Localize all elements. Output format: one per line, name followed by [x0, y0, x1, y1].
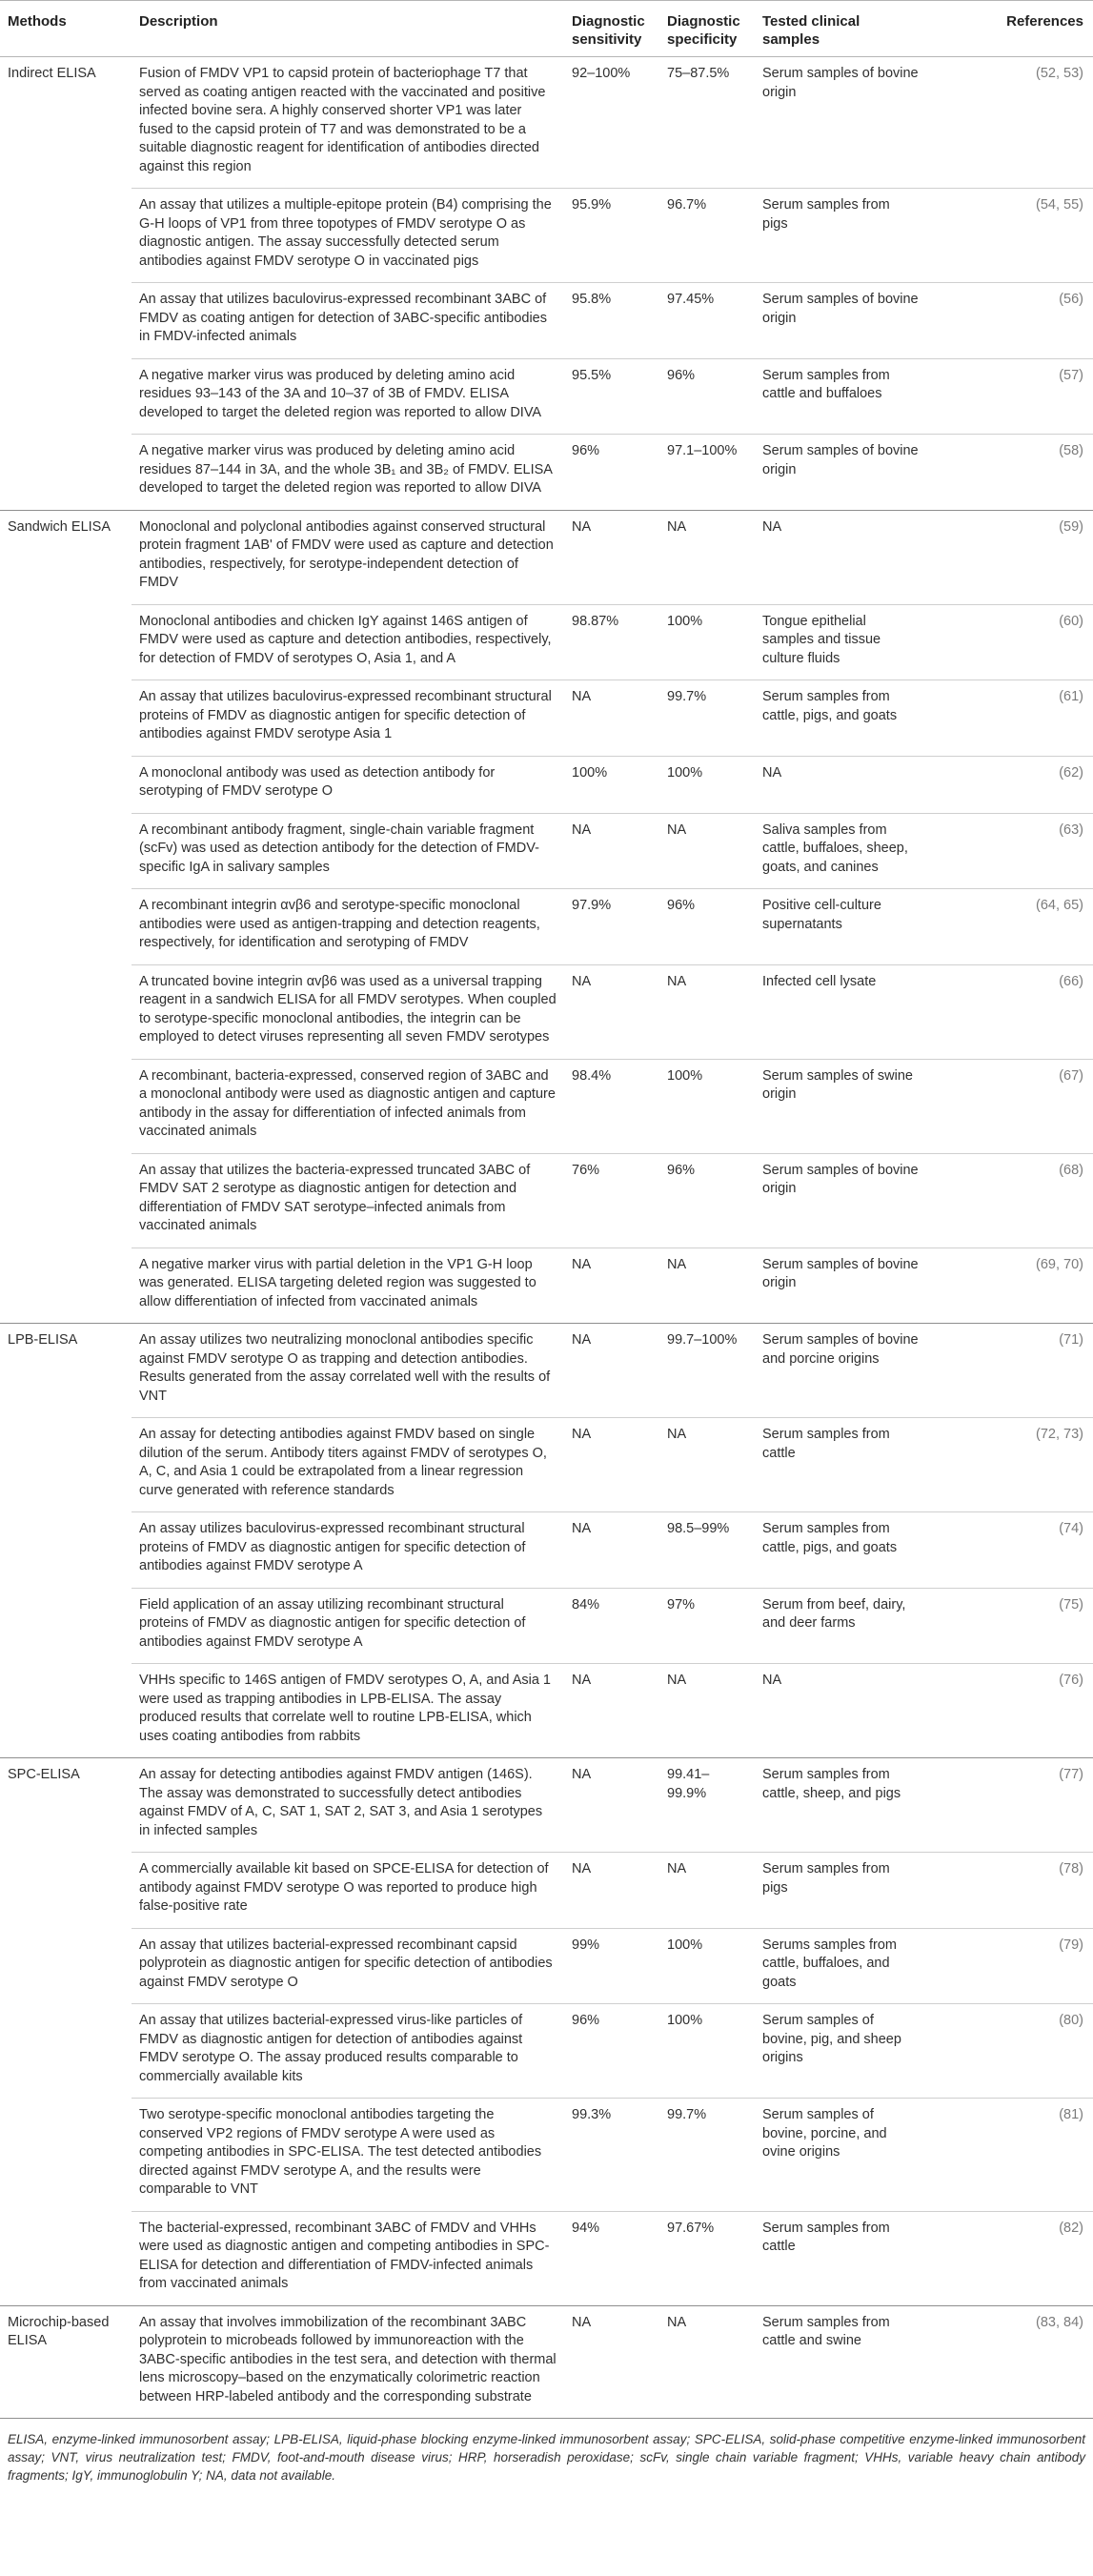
method-cell: Sandwich ELISA [0, 510, 132, 1324]
table-row [0, 1588, 1093, 1664]
description-cell: An assay that utilizes a multiple-epitope protein (B4) comprising the G-H loops of VP1 from three topotypes of FMDV serotype O as diagnostic antigen. The assay successfully detected serum antibodies against FMDV serotype O in vaccinated pigs [132, 189, 564, 283]
samples-cell: NA [755, 756, 926, 813]
samples-cell: Serum samples from cattle [755, 2211, 926, 2305]
header-description: Description [132, 1, 564, 57]
description-cell: An assay for detecting antibodies against FMDV based on single dilution of the serum. Antibody titers against FMDV of serotypes O, A, C, and Asia 1 could be extrapolated from a linear regression curve generated with reference standards [132, 1418, 564, 1512]
samples-cell: NA [755, 510, 926, 604]
samples-cell: Serum samples from pigs [755, 189, 926, 283]
references-cell: (58) [926, 435, 1093, 511]
references-cell: (81) [926, 2099, 1093, 2212]
sensitivity-cell: NA [564, 680, 659, 757]
description-cell: An assay utilizes baculovirus-expressed recombinant structural proteins of FMDV as diagnostic antigen for specific detection of antibodies against FMDV serotype A [132, 1512, 564, 1589]
description-cell: Monoclonal and polyclonal antibodies against conserved structural protein fragment 1AB' of FMDV were used as capture and detection antibodies, respectively, for serotype-independent detection of FMDV [132, 510, 564, 604]
references-cell: (80) [926, 2004, 1093, 2099]
references-cell: (74) [926, 1512, 1093, 1589]
sensitivity-cell: NA [564, 1758, 659, 1853]
references-cell: (63) [926, 813, 1093, 889]
specificity-cell: 99.7–100% [659, 1324, 755, 1418]
references-cell: (59) [926, 510, 1093, 604]
references-cell: (54, 55) [926, 189, 1093, 283]
specificity-cell: NA [659, 1853, 755, 1929]
samples-cell: Positive cell-culture supernatants [755, 889, 926, 965]
description-cell: Fusion of FMDV VP1 to capsid protein of bacteriophage T7 that served as coating antigen reacted with the vaccinated and positive infected bovine sera. A highly conserved shorter VP1 was later fused to the capsid protein of T7 and was demonstrated to be a suitable diagnostic reagent for identification of antibodies directed against this region [132, 57, 564, 189]
references-cell: (57) [926, 358, 1093, 435]
description-cell: An assay that utilizes bacterial-expressed recombinant capsid polyprotein as diagnostic antigen for specific detection of antibodies against FMDV serotype O [132, 1928, 564, 2004]
references-cell: (69, 70) [926, 1247, 1093, 1324]
references-cell: (72, 73) [926, 1418, 1093, 1512]
header-row [0, 1, 1093, 57]
sensitivity-cell: NA [564, 1512, 659, 1589]
table-row [0, 604, 1093, 680]
specificity-cell: 100% [659, 604, 755, 680]
method-cell: SPC-ELISA [0, 1758, 132, 2306]
references-cell: (56) [926, 283, 1093, 359]
table-row [0, 2211, 1093, 2305]
table-row [0, 510, 1093, 604]
table-row [0, 1153, 1093, 1247]
description-cell: A negative marker virus was produced by deleting amino acid residues 87–144 in 3A, and the whole 3B₁ and 3B₂ of FMDV. ELISA developed to target the deleted region was reported to allow DIVA [132, 435, 564, 511]
method-cell: LPB-ELISA [0, 1324, 132, 1758]
references-cell: (66) [926, 964, 1093, 1059]
references-cell: (60) [926, 604, 1093, 680]
samples-cell: Serum samples of bovine and porcine origins [755, 1324, 926, 1418]
table-row [0, 1664, 1093, 1758]
description-cell: An assay utilizes two neutralizing monoclonal antibodies specific against FMDV serotype O as trapping and detection antibodies. Results generated from the assay correlated well with the results of VNT [132, 1324, 564, 1418]
description-cell: Monoclonal antibodies and chicken IgY against 146S antigen of FMDV were used as capture and detection antibodies, respectively, for detection of FMDV of serotypes O, Asia 1, and A [132, 604, 564, 680]
samples-cell: Serums samples from cattle, buffaloes, and goats [755, 1928, 926, 2004]
specificity-cell: 97.67% [659, 2211, 755, 2305]
sensitivity-cell: 99.3% [564, 2099, 659, 2212]
specificity-cell: 99.7% [659, 680, 755, 757]
sensitivity-cell: NA [564, 1853, 659, 1929]
table-row [0, 1928, 1093, 2004]
samples-cell: Serum samples of bovine origin [755, 283, 926, 359]
specificity-cell: NA [659, 510, 755, 604]
specificity-cell: 100% [659, 2004, 755, 2099]
references-cell: (61) [926, 680, 1093, 757]
table-row [0, 1324, 1093, 1418]
sensitivity-cell: NA [564, 1664, 659, 1758]
specificity-cell: NA [659, 1247, 755, 1324]
samples-cell: Serum samples from cattle and swine [755, 2305, 926, 2419]
table-row [0, 1512, 1093, 1589]
sensitivity-cell: 95.8% [564, 283, 659, 359]
table-footnote: ELISA, enzyme-linked immunosorbent assay; LPB-ELISA, liquid-phase blocking enzyme-linked immunosorbent assay; SPC-ELISA, solid-phase competitive enzyme-linked immunosorbent assay; VNT, virus neutralization test; FMDV, foot-and-mouth disease virus; HRP, horseradish peroxidase; scFv, single chain variable fragment; VHHs, variable heavy chain antibody fragments; IgY, immunoglobulin Y; NA, data not available. [8, 2432, 1085, 2483]
sensitivity-cell: 94% [564, 2211, 659, 2305]
sensitivity-cell: NA [564, 2305, 659, 2419]
description-cell: An assay that utilizes bacterial-expressed virus-like particles of FMDV as diagnostic antigen for detection of antibodies against FMDV serotype O. The assay produced results comparable to commercially available kits [132, 2004, 564, 2099]
description-cell: An assay that utilizes the bacteria-expressed truncated 3ABC of FMDV SAT 2 serotype as diagnostic antigen for detection and differentiation of FMDV SAT serotype–infected animals from vaccinated animals [132, 1153, 564, 1247]
specificity-cell: 97.45% [659, 283, 755, 359]
header-samples: Tested clinical samples [755, 1, 926, 57]
references-cell: (82) [926, 2211, 1093, 2305]
sensitivity-cell: 98.4% [564, 1059, 659, 1153]
description-cell: A truncated bovine integrin αvβ6 was used as a universal trapping reagent in a sandwich ELISA for all FMDV serotypes. When coupled to serotype-specific monoclonal antibodies, the integrin can be employed to detect viruses representing all seven FMDV serotypes [132, 964, 564, 1059]
sensitivity-cell: NA [564, 1324, 659, 1418]
sensitivity-cell: 96% [564, 435, 659, 511]
header-sensitivity: Diagnostic sensitivity [564, 1, 659, 57]
description-cell: The bacterial-expressed, recombinant 3ABC of FMDV and VHHs were used as diagnostic antigen and competing antibodies in SPC-ELISA for detection and differentiation of FMDV-infected animals from vaccinated animals [132, 2211, 564, 2305]
sensitivity-cell: 95.5% [564, 358, 659, 435]
table-row [0, 964, 1093, 1059]
description-cell: A recombinant antibody fragment, single-chain variable fragment (scFv) was used as detection antibody for the detection of FMDV-specific IgA in salivary samples [132, 813, 564, 889]
references-cell: (75) [926, 1588, 1093, 1664]
references-cell: (68) [926, 1153, 1093, 1247]
samples-cell: Serum samples of bovine, porcine, and ovine origins [755, 2099, 926, 2212]
samples-cell: Serum samples of bovine origin [755, 57, 926, 189]
table-row [0, 889, 1093, 965]
description-cell: An assay that involves immobilization of the recombinant 3ABC polyprotein to microbeads followed by immunoreaction with the 3ABC-specific antibodies in the test sera, and detection with thermal lens microscopy–based on the enzymatically colorimetric reaction between HRP-labeled antibody and the corresponding substrate [132, 2305, 564, 2419]
sensitivity-cell: 96% [564, 2004, 659, 2099]
table-row [0, 2099, 1093, 2212]
specificity-cell: 99.41–99.9% [659, 1758, 755, 1853]
samples-cell: Serum samples from pigs [755, 1853, 926, 1929]
specificity-cell: 100% [659, 1928, 755, 2004]
sensitivity-cell: 100% [564, 756, 659, 813]
samples-cell: Serum samples of swine origin [755, 1059, 926, 1153]
references-cell: (64, 65) [926, 889, 1093, 965]
description-cell: An assay that utilizes baculovirus-expressed recombinant structural proteins of FMDV as diagnostic antigen for specific detection of antibodies against FMDV serotype Asia 1 [132, 680, 564, 757]
specificity-cell: NA [659, 2305, 755, 2419]
table-row [0, 358, 1093, 435]
specificity-cell: 96% [659, 1153, 755, 1247]
table-row [0, 2305, 1093, 2419]
specificity-cell: 100% [659, 1059, 755, 1153]
samples-cell: Serum samples from cattle, pigs, and goats [755, 680, 926, 757]
table-row [0, 1853, 1093, 1929]
sensitivity-cell: 76% [564, 1153, 659, 1247]
table-row [0, 2004, 1093, 2099]
samples-cell: NA [755, 1664, 926, 1758]
sensitivity-cell: 84% [564, 1588, 659, 1664]
description-cell: VHHs specific to 146S antigen of FMDV serotypes O, A, and Asia 1 were used as trapping antibodies in LPB-ELISA. The assay produced results that correlate well to routine LPB-ELISA, which uses coating antibodies from rabbits [132, 1664, 564, 1758]
samples-cell: Saliva samples from cattle, buffaloes, sheep, goats, and canines [755, 813, 926, 889]
description-cell: A recombinant, bacteria-expressed, conserved region of 3ABC and a monoclonal antibody were used as diagnostic antigen and capture antibody in the assay for differentiation of infected animals from vaccinated animals [132, 1059, 564, 1153]
description-cell: A negative marker virus with partial deletion in the VP1 G-H loop was generated. ELISA targeting deleted region was suggested to allow differentiation of infected from vaccinated animals [132, 1247, 564, 1324]
references-cell: (52, 53) [926, 57, 1093, 189]
description-cell: A monoclonal antibody was used as detection antibody for serotyping of FMDV serotype O [132, 756, 564, 813]
samples-cell: Serum samples of bovine, pig, and sheep origins [755, 2004, 926, 2099]
sensitivity-cell: NA [564, 964, 659, 1059]
specificity-cell: NA [659, 813, 755, 889]
sensitivity-cell: 98.87% [564, 604, 659, 680]
specificity-cell: NA [659, 1418, 755, 1512]
references-cell: (78) [926, 1853, 1093, 1929]
references-cell: (77) [926, 1758, 1093, 1853]
sensitivity-cell: NA [564, 1418, 659, 1512]
specificity-cell: 98.5–99% [659, 1512, 755, 1589]
sensitivity-cell: 99% [564, 1928, 659, 2004]
samples-cell: Serum samples of bovine origin [755, 435, 926, 511]
method-cell: Indirect ELISA [0, 57, 132, 511]
specificity-cell: 96% [659, 889, 755, 965]
table-row [0, 680, 1093, 757]
table-row [0, 756, 1093, 813]
table-row [0, 813, 1093, 889]
table-row [0, 1247, 1093, 1324]
sensitivity-cell: NA [564, 1247, 659, 1324]
table-row [0, 435, 1093, 511]
specificity-cell: 97% [659, 1588, 755, 1664]
references-cell: (71) [926, 1324, 1093, 1418]
samples-cell: Serum samples from cattle [755, 1418, 926, 1512]
sensitivity-cell: 95.9% [564, 189, 659, 283]
samples-cell: Serum samples of bovine origin [755, 1247, 926, 1324]
samples-cell: Serum samples of bovine origin [755, 1153, 926, 1247]
description-cell: A negative marker virus was produced by deleting amino acid residues 93–143 of the 3A and 10–37 of 3B of FMDV. ELISA developed to target the deleted region was reported to allow DIVA [132, 358, 564, 435]
samples-cell: Tongue epithelial samples and tissue culture fluids [755, 604, 926, 680]
description-cell: A commercially available kit based on SPCE-ELISA for detection of antibody against FMDV serotype O was reported to produce high false-positive rate [132, 1853, 564, 1929]
table-row [0, 1418, 1093, 1512]
specificity-cell: NA [659, 1664, 755, 1758]
table-row [0, 283, 1093, 359]
table-row [0, 189, 1093, 283]
specificity-cell: 99.7% [659, 2099, 755, 2212]
table-row [0, 57, 1093, 189]
sensitivity-cell: 92–100% [564, 57, 659, 189]
specificity-cell: NA [659, 964, 755, 1059]
table-row [0, 1758, 1093, 1853]
table-row [0, 1059, 1093, 1153]
samples-cell: Serum samples from cattle, sheep, and pigs [755, 1758, 926, 1853]
references-cell: (76) [926, 1664, 1093, 1758]
header-references: References [926, 1, 1093, 57]
references-cell: (62) [926, 756, 1093, 813]
specificity-cell: 97.1–100% [659, 435, 755, 511]
samples-cell: Serum samples from cattle and buffaloes [755, 358, 926, 435]
samples-cell: Infected cell lysate [755, 964, 926, 1059]
header-specificity: Diagnostic specificity [659, 1, 755, 57]
description-cell: Field application of an assay utilizing recombinant structural proteins of FMDV as diagnostic antigen for specific detection of antibodies against FMDV serotype A [132, 1588, 564, 1664]
description-cell: A recombinant integrin αvβ6 and serotype-specific monoclonal antibodies were used as antigen-trapping and detection reagents, respectively, for identification and serotyping of FMDV [132, 889, 564, 965]
specificity-cell: 75–87.5% [659, 57, 755, 189]
references-cell: (79) [926, 1928, 1093, 2004]
specificity-cell: 96.7% [659, 189, 755, 283]
description-cell: An assay for detecting antibodies against FMDV antigen (146S). The assay was demonstrated to successfully detect antibodies against FMDV of A, C, SAT 1, SAT 2, SAT 3, and Asia 1 serotypes in infected samples [132, 1758, 564, 1853]
header-methods: Methods [0, 1, 132, 57]
references-cell: (83, 84) [926, 2305, 1093, 2419]
references-cell: (67) [926, 1059, 1093, 1153]
description-cell: An assay that utilizes baculovirus-expressed recombinant 3ABC of FMDV as coating antigen for detection of 3ABC-specific antibodies in FMDV-infected animals [132, 283, 564, 359]
table-body [0, 57, 1093, 2419]
sensitivity-cell: 97.9% [564, 889, 659, 965]
sensitivity-cell: NA [564, 510, 659, 604]
description-cell: Two serotype-specific monoclonal antibodies targeting the conserved VP2 regions of FMDV serotype A were used as competing antibodies in SPC-ELISA. The test detected antibodies directed against FMDV serotype A, and the results were comparable to VNT [132, 2099, 564, 2212]
specificity-cell: 96% [659, 358, 755, 435]
samples-cell: Serum from beef, dairy, and deer farms [755, 1588, 926, 1664]
specificity-cell: 100% [659, 756, 755, 813]
method-cell: Microchip-based ELISA [0, 2305, 132, 2419]
samples-cell: Serum samples from cattle, pigs, and goats [755, 1512, 926, 1589]
sensitivity-cell: NA [564, 813, 659, 889]
